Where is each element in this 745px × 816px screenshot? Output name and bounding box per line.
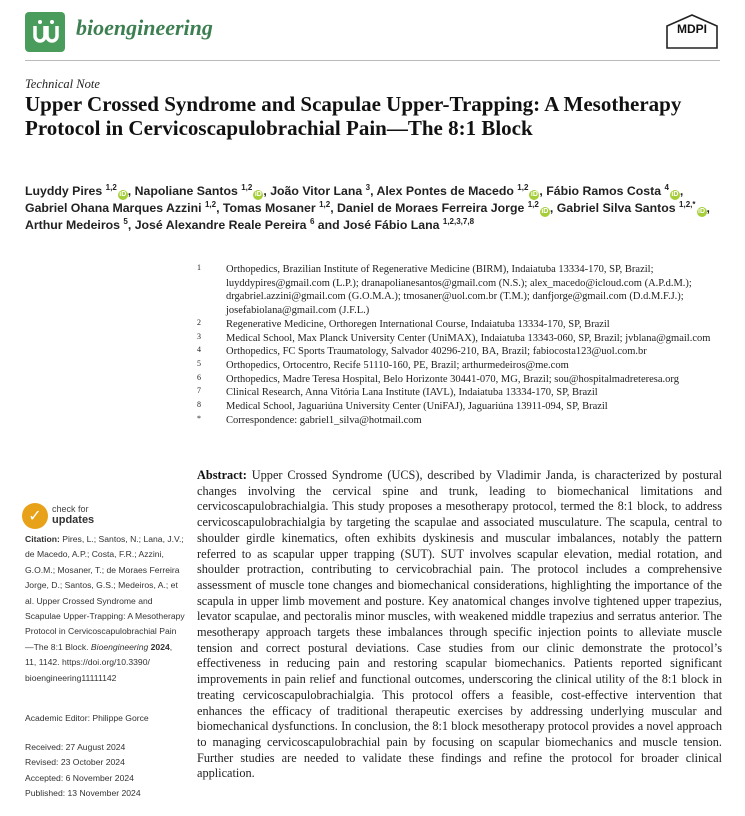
citation-year: 2024 [150,641,170,652]
citation-journal: Bioengineering [90,641,149,652]
author-name[interactable]: Tomas Mosaner [222,201,316,215]
author-affiliation-sup: 1,2 [241,182,253,192]
author-affiliation-sup: 1,2 [517,182,529,192]
orcid-icon[interactable]: iD [671,191,679,198]
affiliation-item [197,359,727,373]
affiliation-item [197,400,727,414]
date-revised: Revised: 23 October 2024 [25,757,125,768]
citation-block [25,532,185,686]
affiliation-number: 1 [197,263,201,272]
affiliation-number: 8 [197,400,201,410]
affiliation-number: 2 [197,317,201,327]
author-name[interactable]: João Vitor Lana [270,184,363,198]
affiliation-number: 5 [197,358,201,368]
author[interactable] [557,201,707,215]
author[interactable] [135,184,264,198]
citation-text: Pires, L.; Santos, N.; Lana, J.V.; de Macedo, A.P.; Costa, F.R.; Azzini, G.O.M.; Mosaner, T.; de Moraes Ferreira Jorge, D.; Santos, G.S.; Medeiros, A.; et al. Upper Crossed Syndrome and Scapulae Upper-Trapping: A Mesotherapy Protocol in Cervicoscapulobrachial Pain—The 8:1 Block. [25,534,185,652]
author[interactable] [25,184,128,198]
author[interactable] [377,184,540,198]
author-name[interactable]: Gabriel Ohana Marques Azzini [25,201,202,215]
affiliation-text: Orthopedics, Ortocentro, Recife 51110-160, PE, Brazil; arthurmedeiros@me.com [226,359,569,371]
author[interactable] [25,218,128,232]
citation-label: Citation: [25,534,60,544]
affiliation-text: Orthopedics, Madre Teresa Hospital, Belo Horizonte 30441-070, MG, Brazil; sou@hospitalmadreteresa.org [226,373,679,385]
author-name[interactable]: Gabriel Silva Santos [556,201,676,215]
affiliation-text: Clinical Research, Anna Vitória Lana Institute (IAVL), Indaiatuba 13334-170, SP, Brazil [226,387,598,399]
author-name[interactable]: José Fábio Lana [343,218,440,232]
check-updates-line1[interactable]: check for [52,504,89,514]
citation-doi[interactable]: , 11, 1142. https://doi.org/10.3390/ bioengineering11111142 [25,641,173,683]
abstract [197,468,722,782]
author-affiliation-sup: 1,2,3,7,8 [442,216,475,226]
author-affiliation-sup: 3 [365,182,371,192]
author[interactable] [270,184,370,198]
date-published: Published: 13 November 2024 [25,788,141,799]
affiliation-list [197,263,727,427]
affiliation-item [197,386,727,400]
orcid-icon[interactable]: iD [698,208,705,215]
author-name[interactable]: Fábio Ramos Costa [546,184,662,198]
abstract-label: Abstract: [197,468,247,482]
orcid-icon[interactable]: iD [119,191,127,198]
date-accepted: Accepted: 6 November 2024 [25,772,134,783]
author-affiliation-sup: 1,2,* [679,199,696,209]
author-affiliation-sup: 1,2 [105,182,117,192]
abstract-text: Upper Crossed Syndrome (UCS), described by Vladimir Janda, is characterized by postural changes involving the cervical spine and trunk, leading to biomechanical limitations and cervicoscapulobrachialgia. This study proposes a mesotherapy protocol, termed the 8:1 block, to address cervicoscapulobrachialgia by targeting the scapulae and associated musculature. The scapula, central to shoulder girdle kinematics, often exhibits dyskinesis and muscular imbalances, notably the pattern referred to as scapular upper trapping (SUT). SUT involves scapular elevation, medial rotation, and shoulder protraction, contributing to cervicobrachial pain. The protocol includes a comprehensive assessment of muscle tone changes and biomechanical considerations, highlighting the importance of the scapula in upper limb movement and posture. Key anatomical changes involve tightened upper trapezius, levator scapulae, and pectoralis minor muscles, with weakened middle trapezius and serratus anterior. The mesotherapy approach targets these imbalances through specific injection points to alleviate muscle tension and correct postural deviations. Case studies from our clinic demonstrate the protocol’s effectiveness in reducing pain and restoring scapular biomechanics. Patients reported significant improvements in pain relief and functional outcomes, underscoring the clinical utility of the 8:1 block in treating cervicoscapulobrachialgia. This protocol offers a feasible, cost-effective intervention that enhances the efficacy of traditional therapeutic exercises by addressing underlying muscular and biomechanical dysfunctions. In conclusion, the 8:1 block mesotherapy protocol provides a novel approach to managing cervicoscapulobrachial pain by focusing on scapular biomechanics and muscle tension. Further studies are needed to validate these findings and refine the protocol for broader clinical application. [197,468,722,781]
academic-editor: Academic Editor: Philippe Gorce [25,713,149,723]
author-affiliation-sup: 5 [123,216,128,226]
affiliation-item [197,373,727,387]
affiliation-number: 4 [197,345,201,355]
author-affiliation-sup: 1,2 [527,199,539,209]
journal-name[interactable]: bioengineering [76,15,213,40]
affiliation-text: Orthopedics, Brazilian Institute of Regenerative Medicine (BIRM), Indaiatuba 13334-170, SP, Brazil; luyddypires@gmail.com (L.P.); dranapolianesantos@gmail.com (N.S.); alex_macedo@icloud.com (A.P.d.M.); drgabriel.azzini@gmail.com (G.O.M.A.); tmosaner@uol.com.br (T.M.); danfjorge@gmail.com (D.d.M.F.J.); josefabiolana@gmail.com (J.F.L.) [226,264,692,317]
orcid-icon[interactable]: iD [541,208,549,215]
author-name[interactable]: Daniel de Moraes Ferreira Jorge [337,201,525,215]
orcid-icon[interactable]: iD [530,191,538,198]
check-updates-line2[interactable]: updates [52,514,95,526]
header-divider [25,60,720,61]
affiliation-number: 7 [197,386,201,396]
affiliation-item [197,318,727,332]
affiliation-item [197,332,727,346]
affiliation-text: Medical School, Max Planck University Center (UniMAX), Indaiatuba 13343-060, SP, Brazil; jvblana@gmail.com [226,332,711,344]
affiliation-number: 3 [197,331,201,341]
affiliation-text: Medical School, Jaguariúna University Center (UniFAJ), Jaguariúna 13911-094, SP, Brazil [226,401,608,413]
journal-logo [25,12,65,52]
article-title: Upper Crossed Syndrome and Scapulae Upper-Trapping: A Mesotherapy Protocol in Cervicoscapulobrachial Pain—The 8:1 Block [25,92,682,140]
author[interactable] [135,218,315,232]
publication-dates [25,740,141,802]
publisher-name: MDPI [677,22,707,36]
affiliation-text: Correspondence: gabriel1_silva@hotmail.com [226,414,422,426]
author-affiliation-sup: 6 [309,216,315,226]
article-type: Technical Note [25,77,100,91]
author-name[interactable]: Arthur Medeiros [25,218,120,232]
date-received: Received: 27 August 2024 [25,742,126,752]
affiliation-text: Regenerative Medicine, Orthoregen International Course, Indaiatuba 13334-170, SP, Brazil [226,318,610,330]
author[interactable] [25,201,216,215]
author-name[interactable]: Napoliane Santos [134,184,238,198]
author-list: Luyddy Pires $^{1,2}$iD , Napoliane Santos $^{1,2}$iD , João Vitor Lana $^3$, Alex Pontes de Macedo $^{1,2}$iD , Fábio Ramos Costa $^4$iD , Gabriel Ohana Marques Azzini $^{1,2}$, Tomas Mosaner $^{1,2}$, Daniel de Moraes Ferreira Jorge $^{1,2}$iD , Gabriel Silva Santos $^{1,2,*}$iD , Arthur Medeiros $^5$, José Alexandre Reale Pereira $^6$ and José Fábio Lana $^{1,2,3,7,8}$ [25,182,710,232]
affiliation-item [197,345,727,359]
author-affiliation-sup: 1,2 [319,199,331,209]
author-name[interactable]: José Alexandre Reale Pereira [134,218,307,232]
author-name[interactable]: Luyddy Pires [25,184,103,198]
checkmark-icon: ✓ [28,506,42,525]
author-affiliation-sup: 1,2 [204,199,217,209]
affiliation-number: * [197,413,201,423]
affiliation-item [197,263,727,318]
affiliation-text: Orthopedics, FC Sports Traumatology, Salvador 40296-210, BA, Brazil; fabiocosta123@uol.com.br [226,346,647,358]
author[interactable] [337,201,550,215]
author[interactable] [343,218,474,232]
affiliation-number: 6 [197,372,201,382]
author-name[interactable]: Alex Pontes de Macedo [376,184,514,198]
author[interactable] [546,184,680,198]
author[interactable] [223,201,330,215]
affiliation-item [197,414,727,428]
orcid-icon[interactable]: iD [254,191,262,198]
author-affiliation-sup: 4 [664,182,669,192]
